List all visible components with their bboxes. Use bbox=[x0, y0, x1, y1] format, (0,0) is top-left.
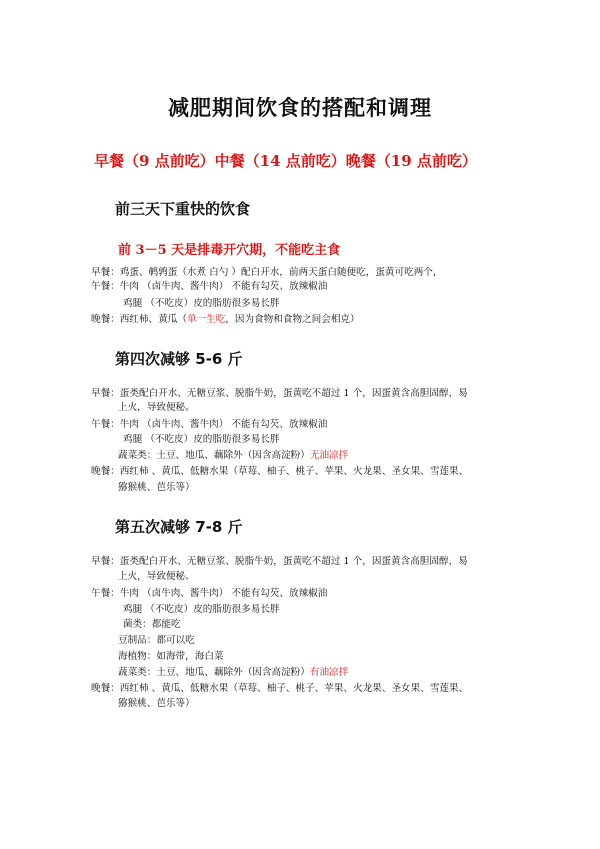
section-3-dinner: 晚餐：西红柿 、黄瓜、低糖水果（草莓、柚子、桃子、苹果、火龙果、圣女果、雪莲果、 bbox=[91, 683, 469, 694]
section-1-lunch-extra: 鸡腿 （不吃皮）皮的脂肪很多易长胖 bbox=[123, 298, 280, 309]
section-2-heading: 第四次减够 5-6 斤 bbox=[115, 350, 243, 368]
section-3-lunch-extra: 鸡腿 （不吃皮）皮的脂肪很多易长胖 bbox=[123, 604, 280, 615]
section-2-dinner: 晚餐：西红柿 、黄瓜、低糖水果（草莓、柚子、桃子、苹果、火龙果、圣女果、雪莲果、 bbox=[91, 466, 469, 477]
section-3-soy: 豆制品：都可以吃 bbox=[118, 635, 195, 646]
section-1-lunch: 午餐：牛肉 （卤牛肉、酱牛肉） 不能有勾芡、放辣椒油 bbox=[91, 281, 328, 292]
section-3-mushroom: 菌类：都能吃 bbox=[123, 619, 181, 630]
section-3-seafood: 海植物：如海带，海白菜 bbox=[118, 651, 224, 662]
section-1-dinner-text-b: ，因为食物和食物之间会相克） bbox=[225, 314, 360, 325]
section-2-lunch-extra: 鸡腿 （不吃皮）皮的脂肪很多易长胖 bbox=[123, 434, 280, 445]
section-1-dinner bbox=[91, 313, 360, 326]
section-3-vegetables bbox=[118, 666, 348, 679]
section-3-vegetables-highlight: 有油凉拌 bbox=[309, 667, 349, 678]
section-1-dinner-text-a: 晚餐：西红柿、黄瓜（ bbox=[91, 314, 187, 325]
section-1-dinner-highlight: 单一生吃 bbox=[186, 314, 226, 325]
page-title: 减肥期间饮食的搭配和调理 bbox=[168, 95, 432, 120]
section-1-breakfast: 早餐：鸡蛋、鹌鹑蛋（水煮 白勺 ）配白开水，前两天蛋白随便吃，蛋黄可吃两个， bbox=[91, 267, 443, 278]
section-3-lunch: 午餐：牛肉 （卤牛肉、酱牛肉） 不能有勾芡、放辣椒油 bbox=[91, 588, 328, 599]
meal-times-header: 早餐（9 点前吃）中餐（14 点前吃）晚餐（19 点前吃） bbox=[94, 152, 477, 170]
section-1-heading: 前三天下重快的饮食 bbox=[115, 200, 251, 218]
section-2-lunch: 午餐：牛肉 （卤牛肉、酱牛肉） 不能有勾芡、放辣椒油 bbox=[91, 419, 328, 430]
section-3-vegetables-text: 蔬菜类：土豆、地瓜、藕除外（因含高淀粉） bbox=[118, 667, 310, 678]
section-2-dinner-cont: 猕猴桃、芭乐等） bbox=[118, 482, 195, 493]
section-2-vegetables-highlight: 无油凉拌 bbox=[309, 450, 349, 461]
section-3-dinner-cont: 猕猴桃、芭乐等） bbox=[118, 698, 195, 709]
section-2-breakfast: 早餐：蛋类配白开水、无糖豆浆、脱脂牛奶，蛋黄吃不超过 1 个，因蛋黄含高胆固醇，易 bbox=[91, 388, 468, 399]
section-2-vegetables-text: 蔬菜类：土豆、地瓜、藕除外（因含高淀粉） bbox=[118, 450, 310, 461]
section-3-breakfast-cont: 上火，导致便秘。 bbox=[118, 571, 195, 582]
section-1-warning: 前 3－5 天是排毒开穴期，不能吃主食 bbox=[118, 243, 341, 258]
section-2-breakfast-cont: 上火，导致便秘。 bbox=[118, 402, 195, 413]
section-3-breakfast: 早餐：蛋类配白开水、无糖豆浆、脱脂牛奶，蛋黄吃不超过 1 个，因蛋黄含高胆固醇，易 bbox=[91, 556, 468, 567]
section-2-vegetables bbox=[118, 449, 348, 462]
section-3-heading: 第五次减够 7-8 斤 bbox=[115, 518, 243, 536]
